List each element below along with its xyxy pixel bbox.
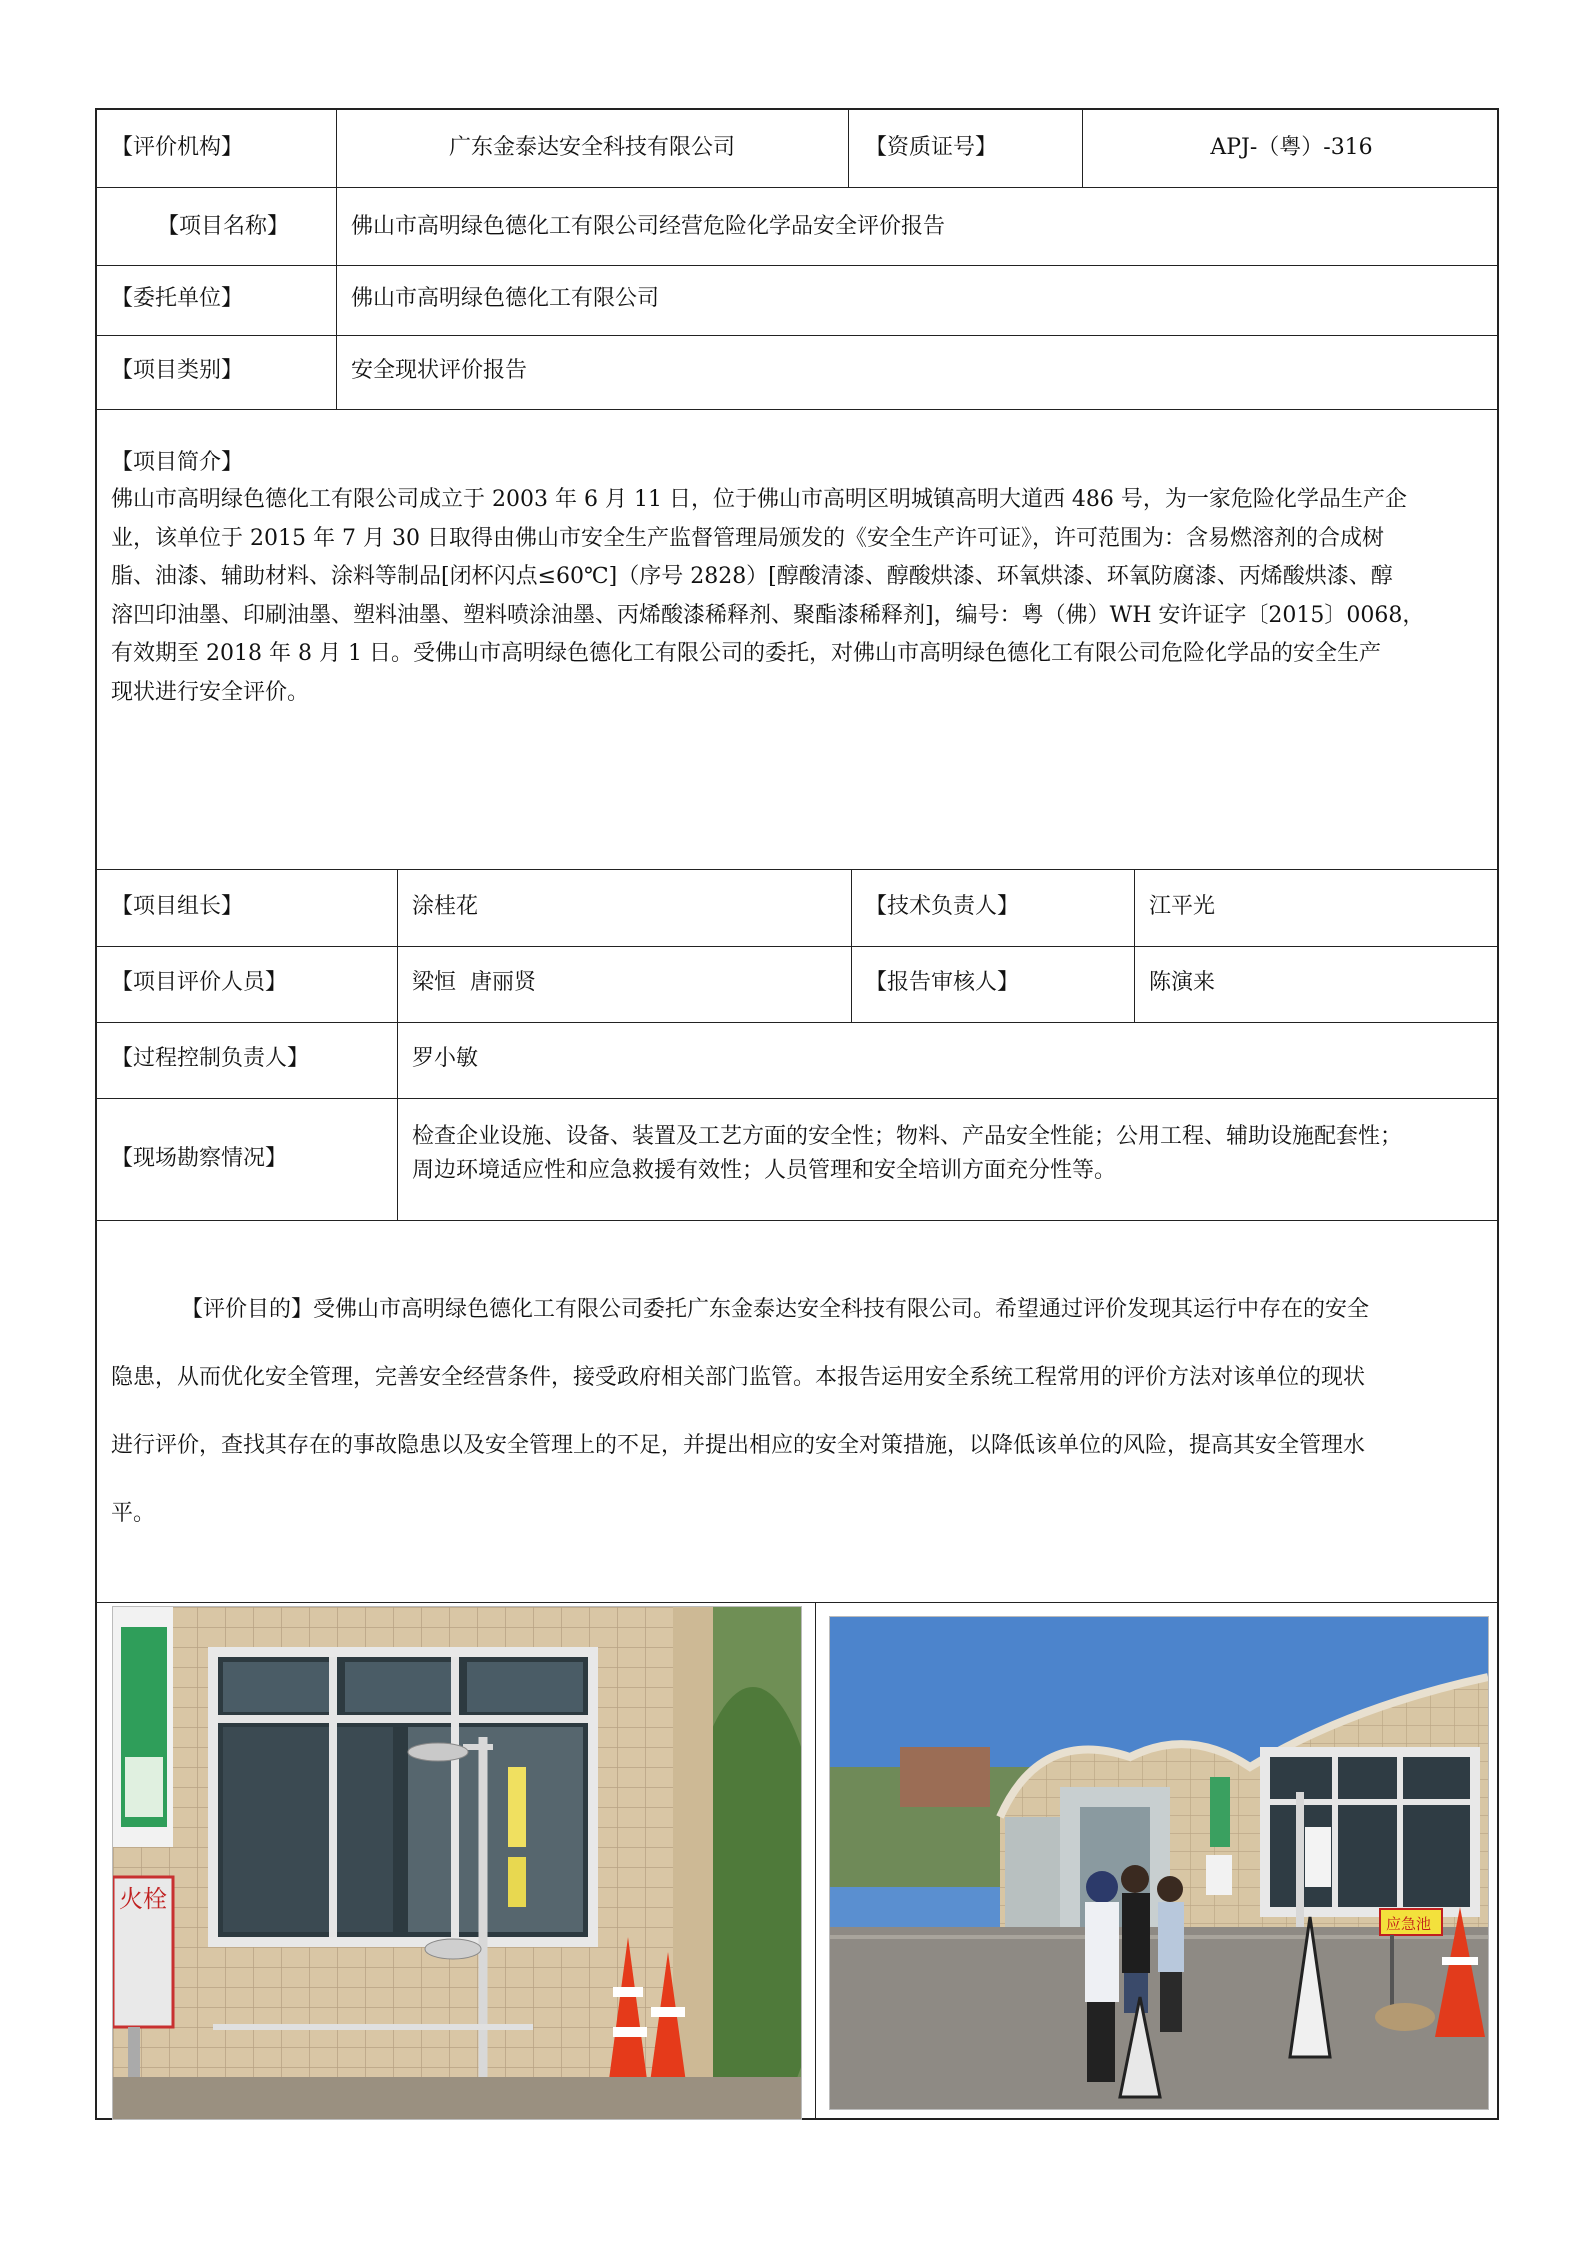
evaluation-info-table [95, 108, 1499, 2120]
site-survey-value [412, 1120, 1402, 1188]
evaluators-value: 梁恒 唐丽贤 [412, 970, 536, 995]
process-control-label: 【过程控制负责人】 [111, 1046, 310, 1071]
survey-line: 周边环境适应性和应急救援有效性；人员管理和安全培训方面充分性等。 [412, 1158, 1117, 1183]
org-label: 【评价机构】 [111, 135, 244, 160]
fire-hydrant-sign: 火栓 [119, 1885, 167, 1913]
purpose-line: 平。 [111, 1501, 156, 1526]
intro-line: 有效期至 2018 年 8 月 1 日。受佛山市高明绿色德化工有限公司的委托，对佛山市高明绿色德化工有限公司危险化学品的安全生产 [111, 641, 1381, 666]
intro-line: 业，该单位于 2015 年 7 月 30 日取得由佛山市安全生产监督管理局颁发的《安全生产许可证》，许可范围为：含易燃溶剂的合成树 [111, 525, 1384, 551]
reviewer-label: 【报告审核人】 [865, 970, 1020, 995]
cert-value: APJ-（粤）-316 [1210, 135, 1373, 160]
emergency-pool-sign: 应急池 [1386, 1915, 1432, 1933]
evaluators-label: 【项目评价人员】 [111, 970, 288, 995]
intro-line: 佛山市高明绿色德化工有限公司成立于 2003 年 6 月 11 日，位于佛山市高明区明城镇高明大道西 486 号，为一家危险化学品生产企 [111, 487, 1407, 512]
evaluation-purpose [111, 1276, 1491, 1548]
client-label: 【委托单位】 [111, 286, 244, 311]
process-control-value: 罗小敏 [412, 1046, 479, 1071]
intro-label: 【项目简介】 [111, 450, 244, 475]
project-name-value: 佛山市高明绿色德化工有限公司经营危险化学品安全评价报告 [351, 214, 946, 239]
site-photo-eyewash-station [112, 1606, 802, 2120]
reviewer-value: 陈演来 [1149, 970, 1216, 995]
purpose-line: 进行评价，查找其存在的事故隐患以及安全管理上的不足，并提出相应的安全对策措施，以降低该单位的风险，提高其安全管理水 [111, 1433, 1366, 1458]
survey-line: 检查企业设施、设备、装置及工艺方面的安全性；物料、产品安全性能；公用工程、辅助设施配套性； [412, 1124, 1403, 1149]
site-survey-label: 【现场勘察情况】 [111, 1146, 288, 1171]
org-value: 广东金泰达安全科技有限公司 [448, 135, 735, 160]
intro-line: 现状进行安全评价。 [111, 679, 310, 705]
cert-label: 【资质证号】 [865, 135, 998, 160]
intro-line: 溶凹印油墨、印刷油墨、塑料油墨、塑料喷涂油墨、丙烯酸漆稀释剂、聚酯漆稀释剂]，编号：粤（佛）WH 安许证字〔2015〕0068， [111, 602, 1425, 628]
purpose-line: 【评价目的】受佛山市高明绿色德化工有限公司委托广东金泰达安全科技有限公司。希望通过评价发现其运行中存在的安全 [181, 1297, 1370, 1322]
tech-lead-value: 江平光 [1149, 894, 1216, 919]
intro-paragraph [111, 481, 1491, 712]
project-type-label: 【项目类别】 [111, 358, 244, 383]
site-photo-emergency-pool [829, 1616, 1489, 2110]
project-type-value: 安全现状评价报告 [351, 358, 528, 383]
leader-label: 【项目组长】 [111, 894, 244, 919]
client-value: 佛山市高明绿色德化工有限公司 [351, 286, 660, 311]
purpose-line: 隐患，从而优化安全管理，完善安全经营条件，接受政府相关部门监管。本报告运用安全系统工程常用的评价方法对该单位的现状 [111, 1365, 1366, 1390]
project-name-label: 【项目名称】 [157, 214, 290, 239]
tech-lead-label: 【技术负责人】 [865, 894, 1020, 919]
intro-line: 脂、油漆、辅助材料、涂料等制品[闭杯闪点≤60℃]（序号 2828）[醇酸清漆、醇酸烘漆、环氧烘漆、环氧防腐漆、丙烯酸烘漆、醇 [111, 564, 1393, 589]
leader-value: 涂桂花 [412, 894, 479, 919]
